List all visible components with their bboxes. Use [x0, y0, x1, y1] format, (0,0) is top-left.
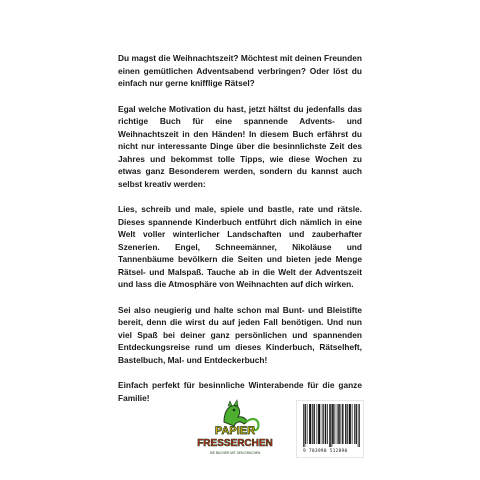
blurb-paragraph-5: Einfach perfekt für besinnliche Winterabende für die ganze Familie!: [118, 380, 362, 403]
barcode-bar: [323, 404, 324, 444]
blurb-text: [118, 52, 362, 417]
barcode-bar: [338, 404, 339, 444]
barcode-bar: [327, 404, 328, 444]
logo-word-papier: PAPIER: [214, 425, 256, 437]
barcode-bar: [333, 404, 334, 444]
barcode-bar: [314, 404, 315, 444]
barcode-bar: [305, 404, 306, 447]
barcode-bar: [307, 404, 308, 444]
barcode-bar: [329, 404, 330, 447]
barcode-bar: [339, 404, 340, 444]
barcode-bar: [311, 404, 312, 444]
barcode-bar: [332, 404, 333, 444]
barcode-bar: [326, 404, 327, 444]
barcode-bar: [322, 404, 323, 444]
barcode-bar: [356, 404, 357, 444]
barcode-bar: [317, 404, 318, 444]
barcode-bar: [352, 404, 353, 444]
barcode-bar: [343, 404, 344, 444]
barcode-bar: [314, 404, 315, 444]
barcode-bar: [347, 404, 348, 444]
blurb-paragraph-4: Sei also neugierig und halte schon mal Bunt- und Bleistifte bereit, denn die wirst du auf jeden Fall benötigen. Und nun viel Spaß bei deiner ganz persönlichen und spannenden Entdeckungsreise rund um dieses Kinderbuch, Rätselheft, Bastelbuch, Mal- und Entdeckerbuch!: [118, 304, 362, 365]
logo-word-fresserchen: FRESSERCHEN: [197, 438, 273, 449]
blurb-paragraph-3: Lies, schreib und male, spiele und bastle, rate und rätsle. Dieses spannende Kinderbuch entführt dich nämlich in eine Welt voller winterlicher Landschaften und zauberhafter Szenerien. Engel, Schneemänner, Nikoläuse und Tannenbäume bevölkern die Seiten und bieten jede Menge Rätsel- und Malspaß. Tauche ab in die Welt der Adventszeit und lass die Atmosphäre von Weihnachten auf dich wirken.: [118, 204, 362, 289]
barcode-bar: [332, 404, 333, 447]
barcode-bar: [309, 404, 310, 444]
blurb-paragraph-1: Du magst die Weihnachtszeit? Möchtest mit deinen Freunden einen gemütlichen Adventsabend verbringen? Oder löst du einfach nur gerne knifflige Rätsel?: [118, 53, 362, 88]
barcode-bar: [345, 404, 346, 444]
barcode-bar: [350, 404, 351, 444]
barcode-bar: [356, 404, 357, 444]
isbn-number: 9 783990 512890: [303, 449, 348, 454]
blurb-paragraph-2: Egal welche Motivation du hast, jetzt hältst du jedenfalls das richtige Buch für eine spannende Advents- und Weihnachtszeit in den Händen! In diesem Buch erfährst du nicht nur interessante Dinge über die besinnlichste Zeit des Jahres und bekommst tolle Tipps, wie diese Wochen zu etwas ganz Besonderem werden, sondern du kannst auch selbst kreativ werden:: [118, 103, 362, 189]
barcode-bar: [346, 404, 347, 444]
barcode-bar: [320, 404, 321, 444]
isbn-barcode: [296, 400, 364, 458]
barcode-bar: [325, 404, 326, 444]
barcode-bars: [298, 404, 364, 450]
barcode-bar: [342, 404, 343, 444]
barcode-bar: [303, 404, 304, 447]
barcode-bar: [349, 404, 350, 444]
barcode-bar: [358, 404, 359, 447]
barcode-bar: [335, 404, 336, 444]
papierfresserchen-dragon-logo: [194, 398, 276, 460]
barcode-bar: [359, 404, 360, 447]
barcode-bar: [312, 404, 313, 444]
barcode-bar: [319, 404, 320, 444]
logo-tagline: DIE BÜCHER MIT DEM DRACHEN: [209, 451, 261, 455]
barcode-bar: [318, 404, 319, 444]
barcode-bar: [341, 404, 342, 444]
barcode-bar: [305, 404, 306, 444]
publisher-logo: [194, 398, 276, 460]
barcode-bar: [310, 404, 311, 444]
barcode-bar: [354, 404, 355, 444]
barcode-bar: [337, 404, 338, 444]
barcode-bar: [330, 404, 331, 447]
barcode-bar: [350, 404, 351, 444]
